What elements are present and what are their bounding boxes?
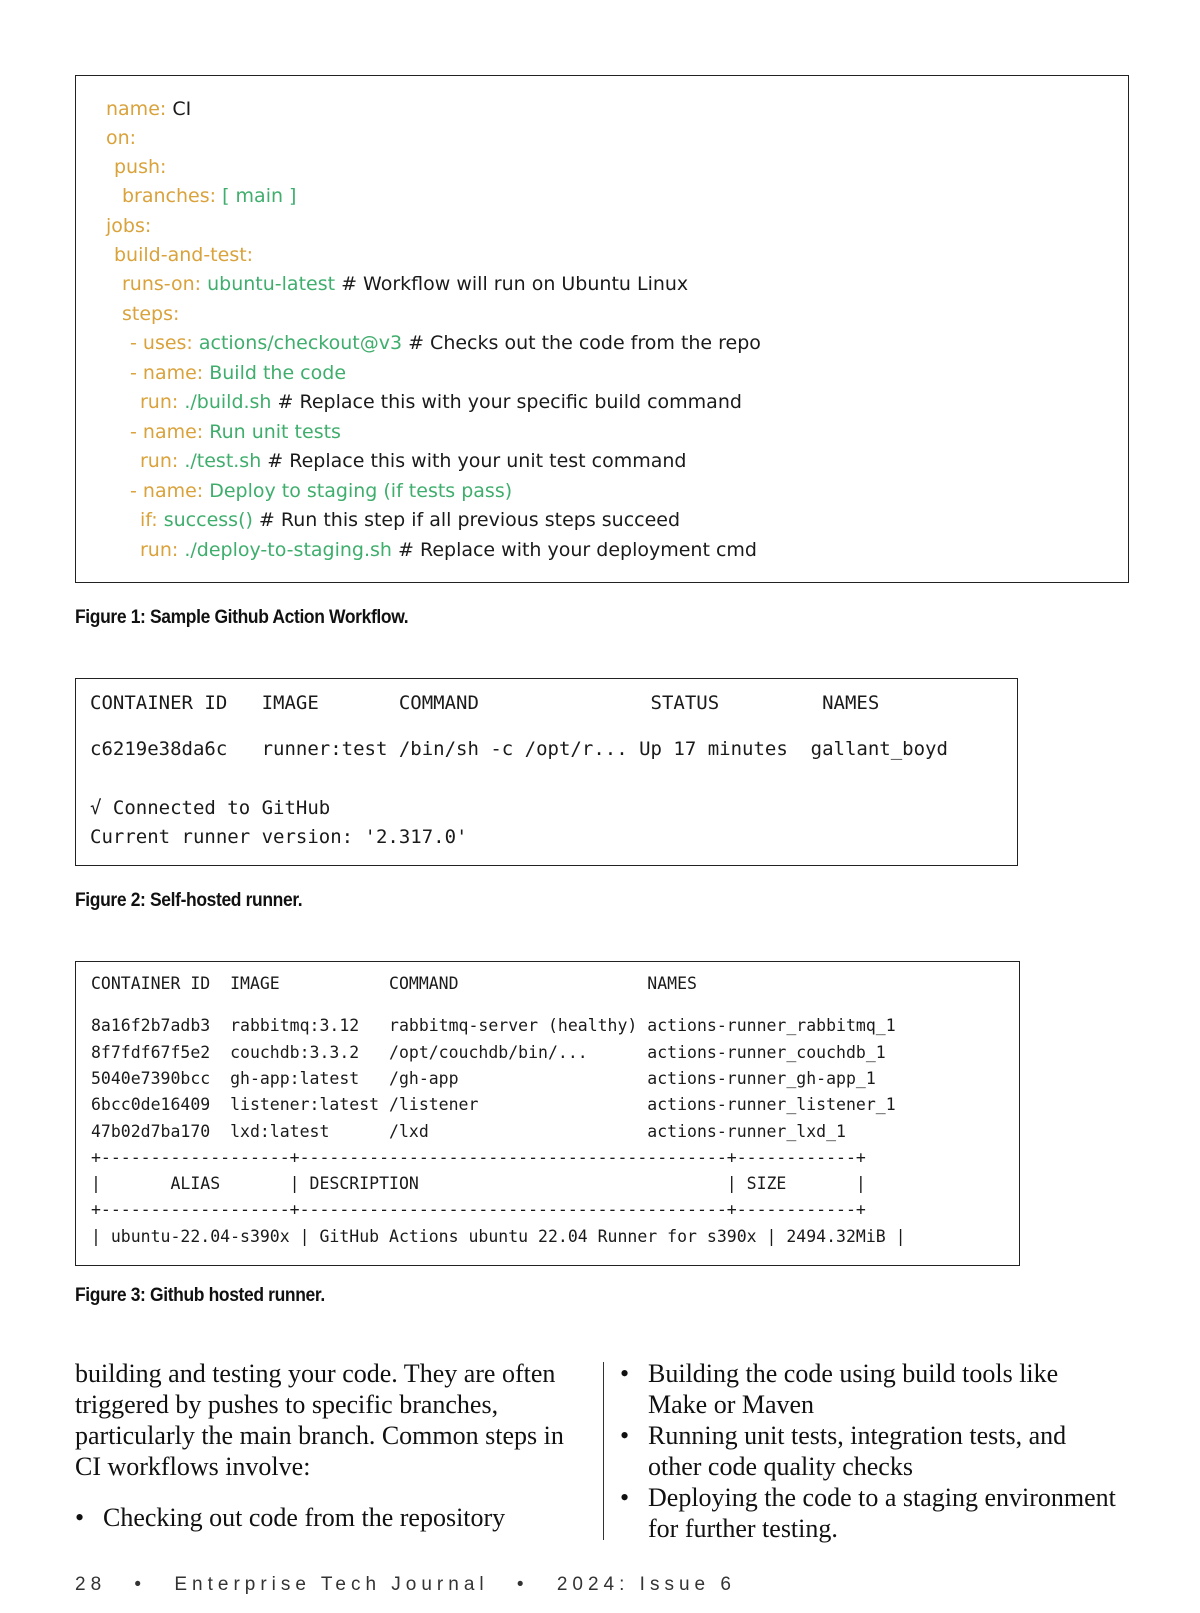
- table-header: | ALIAS | DESCRIPTION | SIZE |: [91, 1174, 866, 1193]
- yaml-line: run: ./deploy-to-staging.sh # Replace with your deployment cmd: [140, 539, 757, 561]
- terminal-row: 47b02d7ba170 lxd:latest /lxd actions-runner_lxd_1: [91, 1122, 846, 1141]
- yaml-line: branches: [ main ]: [122, 185, 297, 207]
- table-row: | ubuntu-22.04-s390x | GitHub Actions ubuntu 22.04 Runner for s390x | 2494.32MiB |: [91, 1227, 906, 1246]
- page-footer: [75, 1574, 736, 1596]
- yaml-line: steps:: [122, 303, 180, 325]
- yaml-line: jobs:: [106, 215, 152, 237]
- page-number: 28: [75, 1574, 107, 1595]
- bullet-icon: •: [620, 1359, 630, 1388]
- table-separator: +-------------------+-------------------------------------------+------------+: [91, 1148, 866, 1167]
- terminal-header: CONTAINER ID IMAGE COMMAND NAMES: [91, 974, 697, 993]
- list-item: [75, 1502, 595, 1533]
- terminal-row: 5040e7390bcc gh-app:latest /gh-app actions-runner_gh-app_1: [91, 1069, 876, 1088]
- terminal-header: CONTAINER ID IMAGE COMMAND STATUS NAMES: [90, 692, 880, 714]
- yaml-line: name: CI: [106, 98, 192, 120]
- yaml-line: on:: [106, 127, 137, 149]
- terminal-row: 8f7fdf67f5e2 couchdb:3.3.2 /opt/couchdb/bin/... actions-runner_couchdb_1: [91, 1043, 886, 1062]
- journal-name: Enterprise Tech Journal: [174, 1574, 489, 1595]
- terminal-row: 6bcc0de16409 listener:latest /listener actions-runner_listener_1: [91, 1095, 896, 1114]
- list-item: [620, 1482, 1120, 1544]
- yaml-line: - uses: actions/checkout@v3 # Checks out the code from the repo: [130, 332, 761, 354]
- left-column: [75, 1358, 595, 1533]
- yaml-line: run: ./test.sh # Replace this with your unit test command: [140, 450, 687, 472]
- github-hosted-runner-figure: [75, 961, 1020, 1266]
- list-item-text: Running unit tests, integration tests, and other code quality checks: [648, 1421, 1067, 1481]
- right-column: [620, 1358, 1120, 1544]
- bullet-icon: •: [620, 1421, 630, 1450]
- list-item: [620, 1358, 1120, 1420]
- runner-version: Current runner version: '2.317.0': [90, 826, 468, 848]
- yaml-line: - name: Build the code: [130, 362, 347, 384]
- figure-1-caption: Figure 1: Sample Github Action Workflow.: [75, 607, 409, 628]
- terminal-row: 8a16f2b7adb3 rabbitmq:3.12 rabbitmq-server (healthy) actions-runner_rabbitmq_1: [91, 1016, 896, 1035]
- column-divider: [603, 1362, 604, 1540]
- yaml-line: runs-on: ubuntu-latest # Workflow will run on Ubuntu Linux: [122, 273, 689, 295]
- figure-3-caption: Figure 3: Github hosted runner.: [75, 1285, 325, 1306]
- yaml-line: run: ./build.sh # Replace this with your specific build command: [140, 391, 742, 413]
- workflow-code-figure: [75, 75, 1129, 583]
- table-separator: +-------------------+-------------------------------------------+------------+: [91, 1200, 866, 1219]
- issue-label: 2024: Issue 6: [556, 1574, 736, 1595]
- yaml-line: if: success() # Run this step if all previous steps succeed: [140, 509, 681, 531]
- yaml-line: - name: Run unit tests: [130, 421, 341, 443]
- list-item-text: Building the code using build tools like Make or Maven: [648, 1359, 1059, 1419]
- yaml-line: push:: [114, 156, 167, 178]
- connected-status: √ Connected to GitHub: [90, 797, 331, 819]
- body-paragraph: building and testing your code. They are often triggered by pushes to specific branches, particularly the main branch. Common steps in CI workflows involve:: [75, 1359, 564, 1481]
- left-bullet-list: [75, 1502, 595, 1533]
- list-item-text: Deploying the code to a staging environment for further testing.: [648, 1483, 1116, 1543]
- footer-separator: •: [516, 1574, 529, 1595]
- list-item-text: Checking out code from the repository: [103, 1503, 506, 1532]
- yaml-line: - name: Deploy to staging (if tests pass): [130, 480, 513, 502]
- list-item: [620, 1420, 1120, 1482]
- right-bullet-list: [620, 1358, 1120, 1544]
- yaml-line: build-and-test:: [114, 244, 254, 266]
- bullet-icon: •: [620, 1483, 630, 1512]
- terminal-row: c6219e38da6c runner:test /bin/sh -c /opt/r... Up 17 minutes gallant_boyd: [90, 738, 948, 760]
- figure-2-caption: Figure 2: Self-hosted runner.: [75, 890, 303, 911]
- bullet-icon: •: [75, 1503, 85, 1532]
- footer-separator: •: [134, 1574, 147, 1595]
- self-hosted-runner-figure: [75, 678, 1018, 866]
